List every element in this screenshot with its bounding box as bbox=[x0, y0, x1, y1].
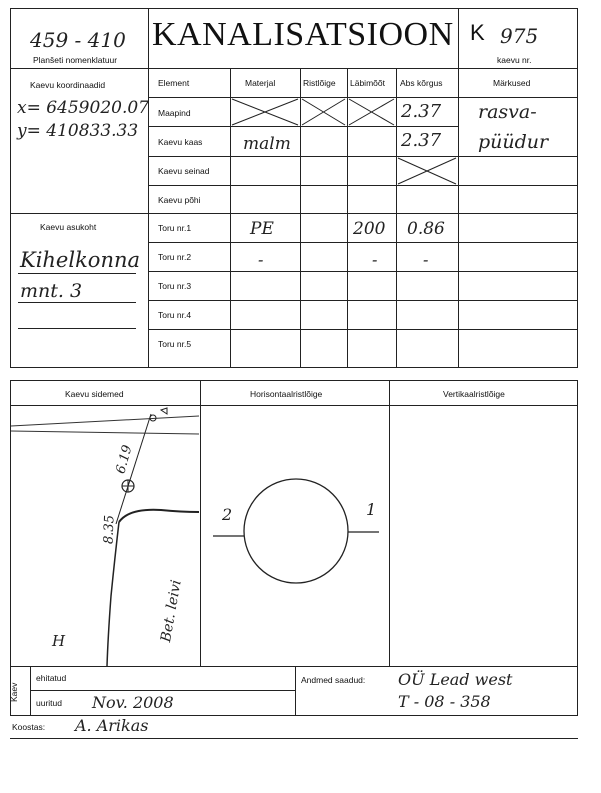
nomenclature-label: Planšeti nomenklatuur bbox=[33, 55, 118, 65]
section-label: Horisontaalristlõige bbox=[250, 389, 323, 399]
row-label: Maapind bbox=[158, 108, 191, 118]
cell-abs-toru2: - bbox=[423, 250, 429, 269]
surveyed-value: Nov. 2008 bbox=[92, 693, 174, 712]
header-element: Element bbox=[158, 78, 190, 88]
row-label: Toru nr.1 bbox=[158, 223, 192, 233]
cell-materjal-toru2: - bbox=[258, 250, 264, 269]
coordinates-label: Kaevu koordinaadid bbox=[30, 80, 106, 90]
section-label: Kaevu sidemed bbox=[65, 389, 124, 399]
row-label: Kaevu kaas bbox=[158, 137, 203, 147]
well-number: 975 bbox=[500, 24, 539, 48]
cell-labimoot-toru2: - bbox=[372, 250, 378, 269]
remark-line2: püüdur bbox=[478, 131, 549, 153]
pipe-left-label: 2 bbox=[222, 505, 233, 524]
measure-a: 6.19 bbox=[113, 443, 136, 476]
corner-mark: H bbox=[52, 632, 66, 650]
data-source-value2: T - 08 - 358 bbox=[398, 692, 491, 711]
well-prefix: K bbox=[470, 20, 485, 45]
coordinate-x: x= 6459020.07 bbox=[17, 98, 149, 118]
footer-side-label: Kaev bbox=[9, 682, 19, 702]
row-label: Kaevu seinad bbox=[158, 166, 210, 176]
row-label: Toru nr.2 bbox=[158, 252, 192, 262]
location-line1: Kihelkonna bbox=[20, 248, 141, 272]
surveyed-label: uuritud bbox=[36, 698, 62, 708]
cell-abs-maapind: 2.37 bbox=[401, 101, 442, 122]
page-title: KANALISATSIOON bbox=[152, 16, 454, 53]
location-label: Kaevu asukoht bbox=[40, 222, 97, 232]
coordinate-y: y= 410833.33 bbox=[17, 121, 139, 141]
cell-materjal-kaas: malm bbox=[243, 134, 291, 154]
data-source-value1: OÜ Lead west bbox=[398, 670, 513, 689]
header-ristloige: Ristlõige bbox=[303, 78, 336, 88]
cell-materjal-toru1: PE bbox=[250, 219, 274, 239]
street-label: Bet. leivi bbox=[158, 578, 185, 644]
horizontal-section-sketch bbox=[201, 406, 389, 666]
location-line2: mnt. 3 bbox=[20, 280, 83, 302]
cross-marks-maapind bbox=[230, 97, 397, 127]
author-label: Koostas: bbox=[12, 722, 46, 732]
author-value: A. Arikas bbox=[75, 716, 149, 735]
cell-labimoot-toru1: 200 bbox=[353, 219, 386, 239]
row-label: Kaevu põhi bbox=[158, 195, 201, 205]
header-labimoot: Läbimõõt bbox=[350, 78, 385, 88]
measure-b: 8.35 bbox=[101, 514, 118, 545]
header-abs-korgus: Abs kõrgus bbox=[400, 78, 443, 88]
nomenclature-value: 459 - 410 bbox=[30, 28, 126, 52]
data-source-label: Andmed saadud: bbox=[301, 675, 366, 685]
built-label: ehitatud bbox=[36, 673, 67, 683]
pipe-right-label: 1 bbox=[366, 500, 377, 519]
well-number-label: kaevu nr. bbox=[497, 55, 532, 65]
cross-mark-seinad bbox=[396, 156, 459, 186]
cell-abs-toru1: 0.86 bbox=[407, 219, 445, 239]
row-label: Toru nr.3 bbox=[158, 281, 192, 291]
row-label: Toru nr.4 bbox=[158, 310, 192, 320]
cell-abs-kaas: 2.37 bbox=[401, 130, 442, 151]
header-materjal: Materjal bbox=[245, 78, 276, 88]
remark-line1: rasva- bbox=[478, 101, 537, 123]
header-markused: Märkused bbox=[493, 78, 531, 88]
section-label: Vertikaalristlõige bbox=[443, 389, 505, 399]
row-label: Toru nr.5 bbox=[158, 339, 192, 349]
